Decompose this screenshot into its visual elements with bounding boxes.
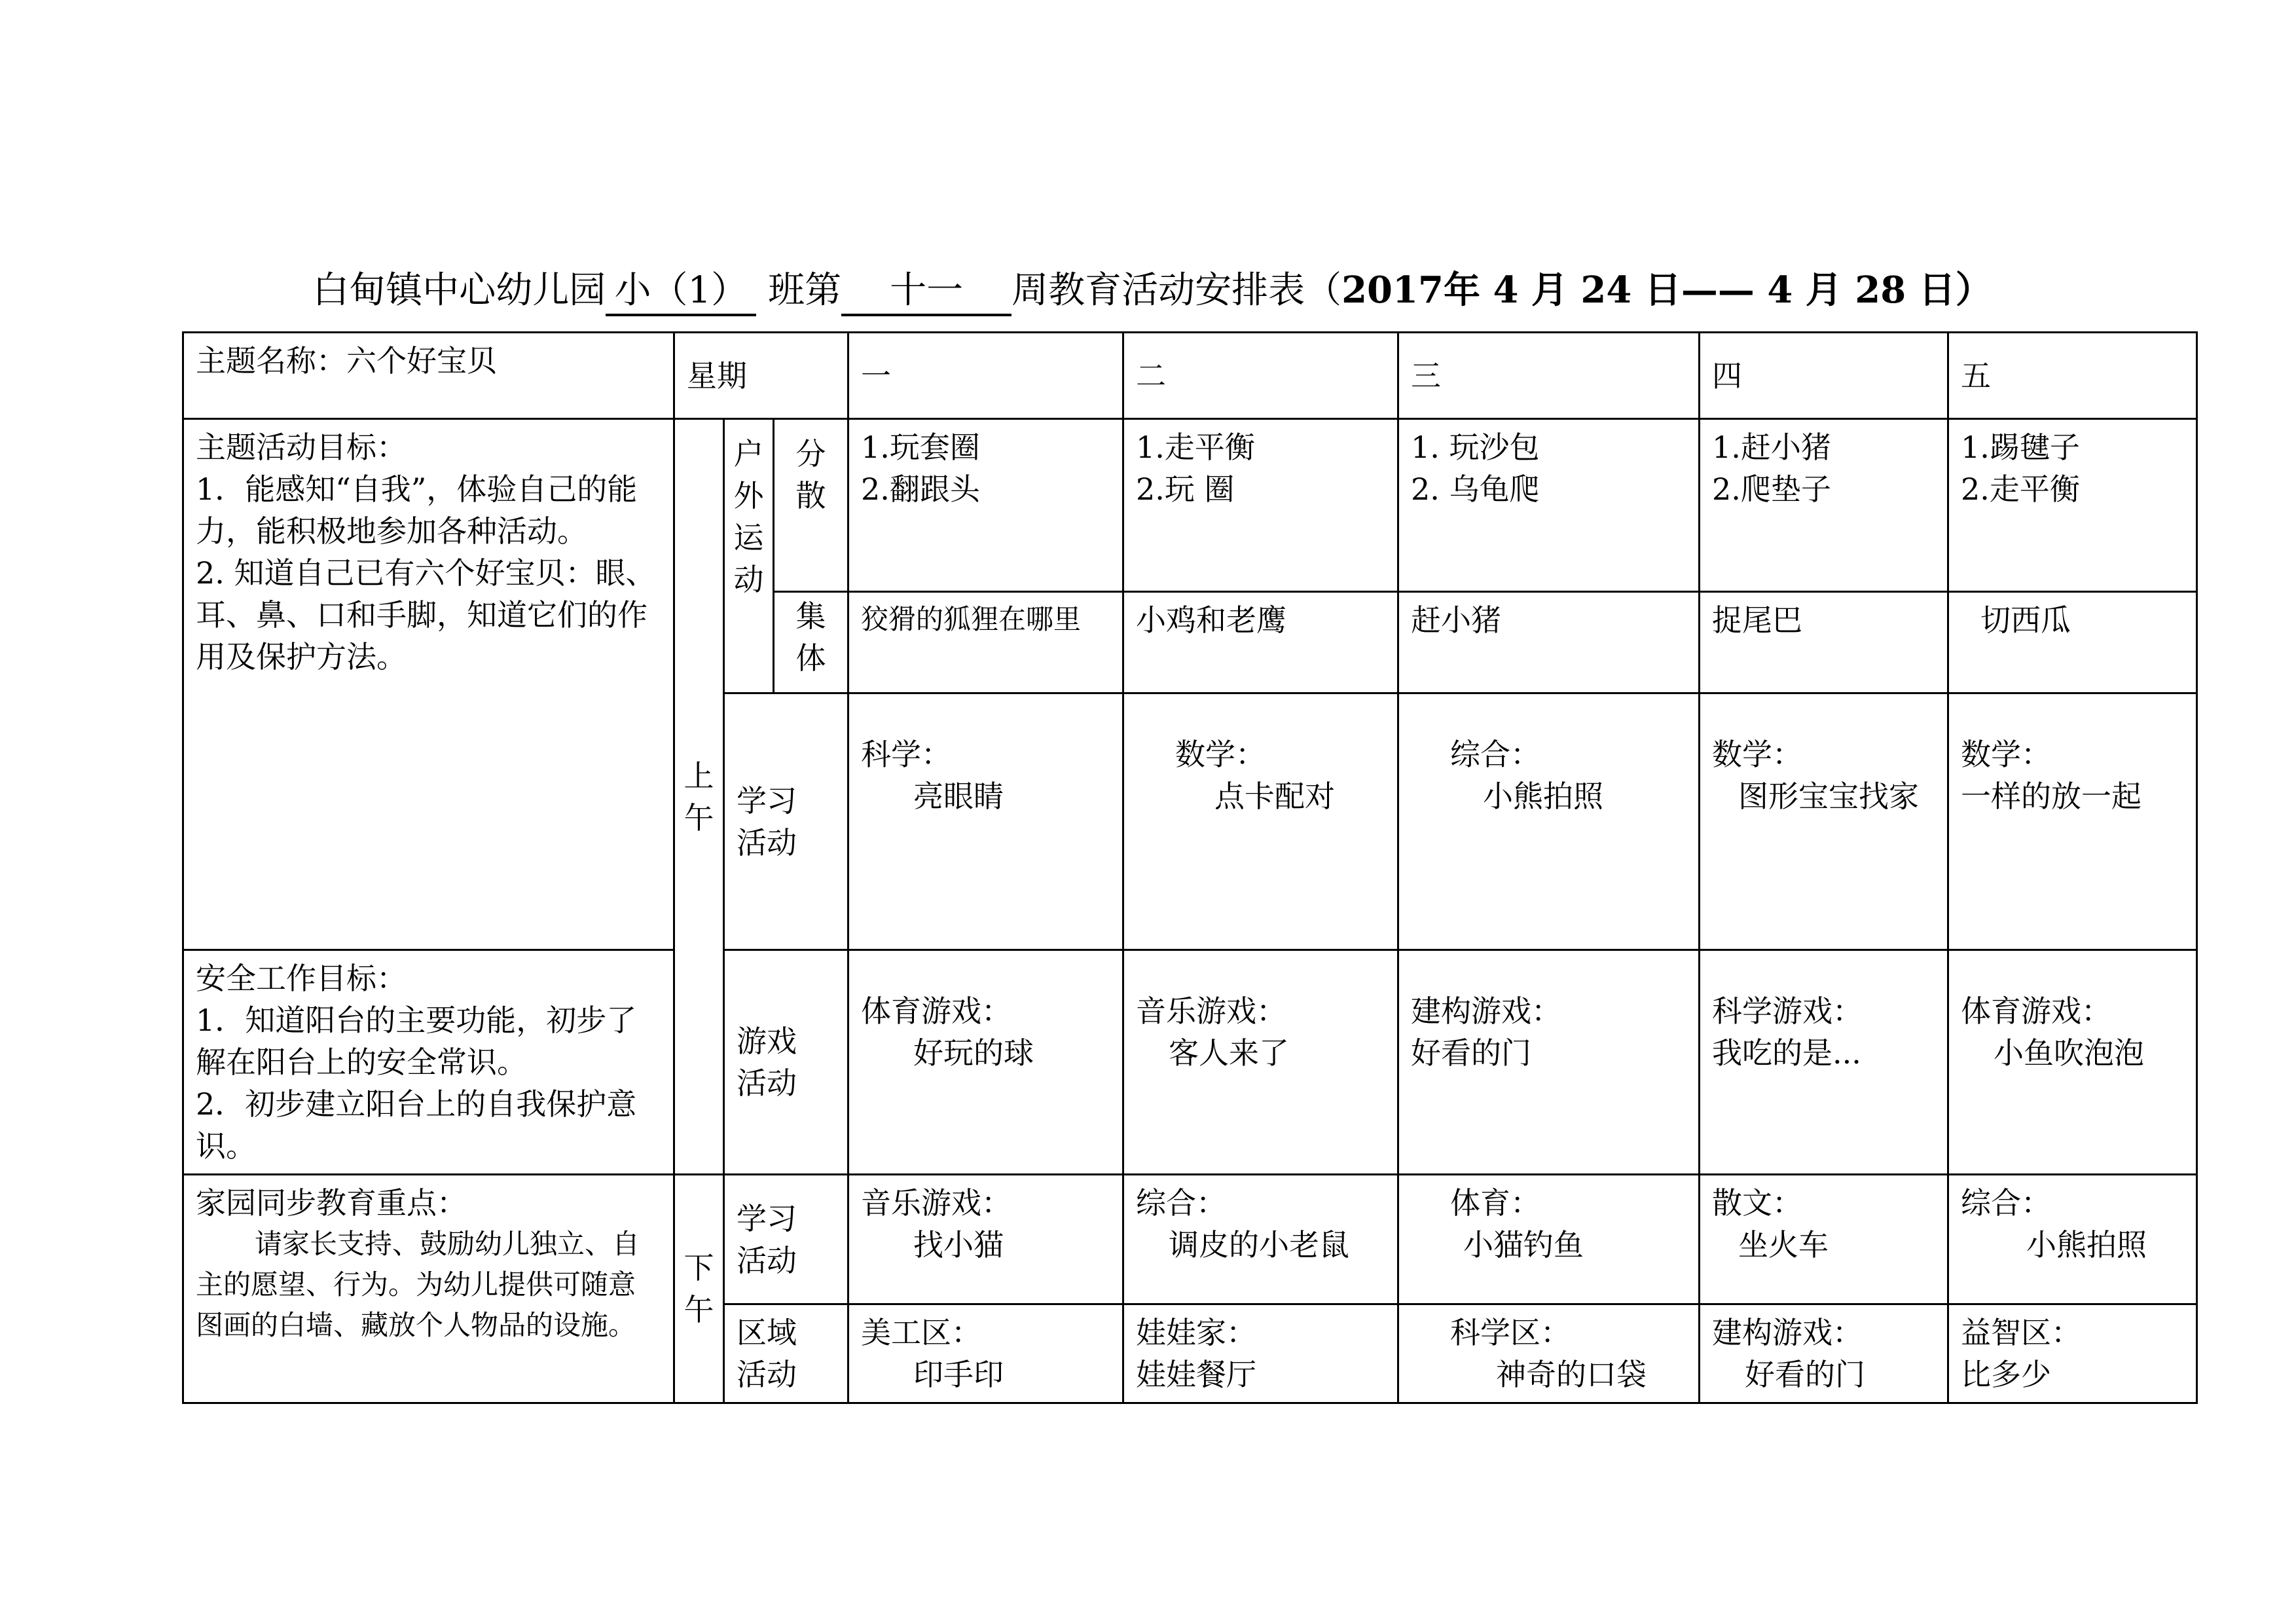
activity-text: 小熊拍照: [2026, 1227, 2147, 1263]
group-cell-thu: [1700, 592, 1948, 693]
title-date-range: 年 4 月 24 日—— 4 月 28 日）: [1443, 268, 1992, 312]
study-cell-fri: [1948, 693, 2197, 950]
day-label: 二: [1136, 358, 1167, 394]
area-cell-thu: [1700, 1304, 1948, 1403]
game-cell-mon: [848, 950, 1123, 1175]
title-year: 2017: [1341, 268, 1444, 312]
subject-text: 科学游戏：: [1712, 993, 1863, 1029]
scatter-cell-fri: [1948, 419, 2197, 592]
subject-text: 综合：: [1136, 1185, 1227, 1221]
study-pm-label: 学习: [737, 1200, 797, 1236]
subject-text: 体育：: [1450, 1185, 1541, 1221]
goals-title: 主题活动目标：: [196, 430, 407, 465]
subject-text: 数学：: [1961, 737, 2052, 772]
activity-text: 1.走平衡: [1136, 430, 1255, 465]
subject-text: 散文：: [1712, 1185, 1803, 1221]
area-label: 区域: [737, 1315, 797, 1350]
day-label: 五: [1961, 358, 1992, 394]
morning-label-cell: [674, 419, 724, 1175]
title-class-suffix: 班第: [768, 269, 842, 312]
subject-text: 体育游戏：: [1961, 993, 2112, 1029]
study-pm-label: 活动: [737, 1242, 797, 1278]
group-cell-tue: [1123, 592, 1398, 693]
day-label: 一: [861, 358, 892, 394]
outdoor-char: 户: [733, 436, 764, 471]
afternoon-char: 午: [683, 1292, 714, 1327]
activity-text: 娃娃餐厅: [1136, 1357, 1257, 1392]
activity-text: 印手印: [913, 1357, 1004, 1392]
subject-text: 建构游戏：: [1411, 993, 1562, 1029]
game-label: 活动: [737, 1065, 797, 1101]
activity-text: 1.赶小猪: [1712, 430, 1831, 465]
game-cell-tue: [1123, 950, 1398, 1175]
subject-text: 建构游戏：: [1712, 1315, 1863, 1350]
activity-text: 1.玩套圈: [861, 430, 980, 465]
scatter-cell-wed: [1398, 419, 1700, 592]
activity-text: 小猫钓鱼: [1463, 1227, 1584, 1263]
area-cell-tue: [1123, 1304, 1398, 1403]
day-header-mon: [848, 333, 1123, 419]
activity-text: 2.翻跟头: [861, 471, 980, 507]
group-cell-fri: [1948, 592, 2197, 693]
group-cell-mon: [848, 592, 1123, 693]
subject-text: 综合：: [1450, 737, 1541, 772]
activity-text: 图形宝宝找家: [1738, 779, 1920, 814]
day-label: 四: [1712, 358, 1743, 394]
activity-text: 切西瓜: [1980, 602, 2071, 638]
scatter-label-cell: [774, 419, 848, 592]
activity-text: 一样的放一起: [1961, 779, 2142, 814]
home-cell: [183, 1175, 674, 1403]
subject-text: 体育游戏：: [861, 993, 1012, 1029]
game-label-cell: [724, 950, 848, 1175]
game-cell-thu: [1700, 950, 1948, 1175]
outdoor-scatter-row: [183, 419, 2197, 592]
activity-text: 我吃的是...: [1712, 1035, 1861, 1071]
theme-name: 主题名称：六个好宝贝: [196, 343, 497, 378]
activity-text: 2. 乌龟爬: [1411, 471, 1540, 507]
afternoon-label-cell: [674, 1175, 724, 1403]
scatter-char: 分: [795, 436, 826, 471]
morning-char: 上: [683, 758, 714, 794]
activity-text: 狡猾的狐狸在哪里: [861, 603, 1082, 635]
activity-text: 小鱼吹泡泡: [1994, 1035, 2145, 1071]
weekday-label: 星期: [687, 358, 747, 394]
subject-text: 娃娃家：: [1136, 1315, 1257, 1350]
study-cell-thu: [1700, 693, 1948, 950]
outdoor-char: 外: [733, 478, 764, 513]
subject-text: 音乐游戏：: [1136, 993, 1287, 1029]
activity-text: 好玩的球: [913, 1035, 1034, 1071]
game-row: [183, 950, 2197, 1175]
outdoor-char: 运: [733, 520, 764, 555]
title-prefix: 白甸镇中心幼儿园: [312, 269, 606, 312]
title-week: 十一: [841, 268, 1011, 316]
study-pm-cell-fri: [1948, 1175, 2197, 1304]
activity-text: 1. 玩沙包: [1411, 430, 1540, 465]
game-label: 游戏: [737, 1024, 797, 1059]
scatter-char: 散: [795, 478, 826, 513]
header-row: [183, 333, 2197, 419]
day-header-tue: [1123, 333, 1398, 419]
activity-text: 调皮的小老鼠: [1169, 1227, 1350, 1263]
activity-text: 点卡配对: [1214, 779, 1336, 814]
area-cell-wed: [1398, 1304, 1700, 1403]
group-label-cell: [774, 592, 848, 693]
goals-cell: [183, 419, 674, 950]
group-cell-wed: [1398, 592, 1700, 693]
area-label: 活动: [737, 1357, 797, 1392]
subject-text: 科学区：: [1450, 1315, 1571, 1350]
study-label-cell: [724, 693, 848, 950]
game-cell-fri: [1948, 950, 2197, 1175]
subject-text: 数学：: [1712, 737, 1803, 772]
goal-item: 1．能感知“自我”，体验自己的能力，能积极地参加各种活动。: [196, 471, 638, 549]
weekday-label-cell: [674, 333, 848, 419]
area-label-cell: [724, 1304, 848, 1403]
activity-text: 找小猫: [913, 1227, 1004, 1263]
study-pm-cell-mon: [848, 1175, 1123, 1304]
scatter-cell-tue: [1123, 419, 1398, 592]
title-class-name: 小（1）: [606, 268, 756, 316]
title-middle: 周教育活动安排表（: [1011, 269, 1342, 312]
morning-char: 午: [683, 800, 714, 836]
safety-cell: [183, 950, 674, 1175]
study-label: 活动: [737, 824, 797, 860]
outdoor-label-cell: [724, 419, 774, 693]
activity-text: 客人来了: [1169, 1035, 1290, 1071]
subject-text: 综合：: [1961, 1185, 2052, 1221]
area-cell-fri: [1948, 1304, 2197, 1403]
activity-text: 好看的门: [1745, 1357, 1866, 1392]
scatter-cell-mon: [848, 419, 1123, 592]
home-text: 请家长支持、鼓励幼儿独立、自主的愿望、行为。为幼儿提供可随意图画的白墙、藏放个人物品的设施。: [196, 1228, 640, 1341]
afternoon-study-row: [183, 1175, 2197, 1304]
game-cell-wed: [1398, 950, 1700, 1175]
theme-name-cell: [183, 333, 674, 419]
group-char: 体: [795, 640, 826, 676]
subject-text: 美工区：: [861, 1315, 982, 1350]
activity-text: 神奇的口袋: [1496, 1357, 1647, 1392]
activity-text: 好看的门: [1411, 1035, 1532, 1071]
activity-text: 小鸡和老鹰: [1136, 602, 1287, 638]
afternoon-char: 下: [683, 1250, 714, 1285]
day-header-wed: [1398, 333, 1700, 419]
outdoor-char: 动: [733, 562, 764, 597]
study-cell-wed: [1398, 693, 1700, 950]
subject-text: 益智区：: [1961, 1315, 2082, 1350]
activity-text: 小熊拍照: [1483, 779, 1604, 814]
subject-text: 数学：: [1175, 737, 1266, 772]
activity-text: 亮眼睛: [913, 779, 1004, 814]
study-cell-tue: [1123, 693, 1398, 950]
group-char: 集: [795, 599, 826, 634]
activity-text: 2.爬垫子: [1712, 471, 1831, 507]
study-pm-cell-tue: [1123, 1175, 1398, 1304]
subject-text: 音乐游戏：: [861, 1185, 1012, 1221]
goal-item: 2. 知道自己已有六个好宝贝：眼、耳、鼻、口和手脚，知道它们的作用及保护方法。: [196, 555, 656, 674]
subject-text: 科学：: [861, 737, 952, 772]
safety-item: 1．知道阳台的主要功能，初步了解在阳台上的安全常识。: [196, 1003, 637, 1080]
study-pm-cell-thu: [1700, 1175, 1948, 1304]
study-pm-cell-wed: [1398, 1175, 1700, 1304]
study-label: 学习: [737, 783, 797, 819]
day-header-fri: [1948, 333, 2197, 419]
activity-text: 捉尾巴: [1712, 602, 1803, 638]
day-header-thu: [1700, 333, 1948, 419]
schedule-table: [182, 331, 2198, 1404]
home-title: 家园同步教育重点：: [196, 1185, 467, 1221]
safety-title: 安全工作目标：: [196, 961, 407, 996]
activity-text: 2.走平衡: [1961, 471, 2080, 507]
study-cell-mon: [848, 693, 1123, 950]
activity-text: 赶小猪: [1411, 602, 1502, 638]
safety-item: 2．初步建立阳台上的自我保护意识。: [196, 1086, 637, 1164]
activity-text: 坐火车: [1738, 1227, 1829, 1263]
activity-text: 比多少: [1961, 1357, 2052, 1392]
activity-text: 2.玩 圈: [1136, 471, 1235, 507]
day-label: 三: [1411, 358, 1442, 394]
document-title: [183, 261, 2121, 320]
area-cell-mon: [848, 1304, 1123, 1403]
activity-text: 1.踢毽子: [1961, 430, 2080, 465]
scatter-cell-thu: [1700, 419, 1948, 592]
study-pm-label-cell: [724, 1175, 848, 1304]
